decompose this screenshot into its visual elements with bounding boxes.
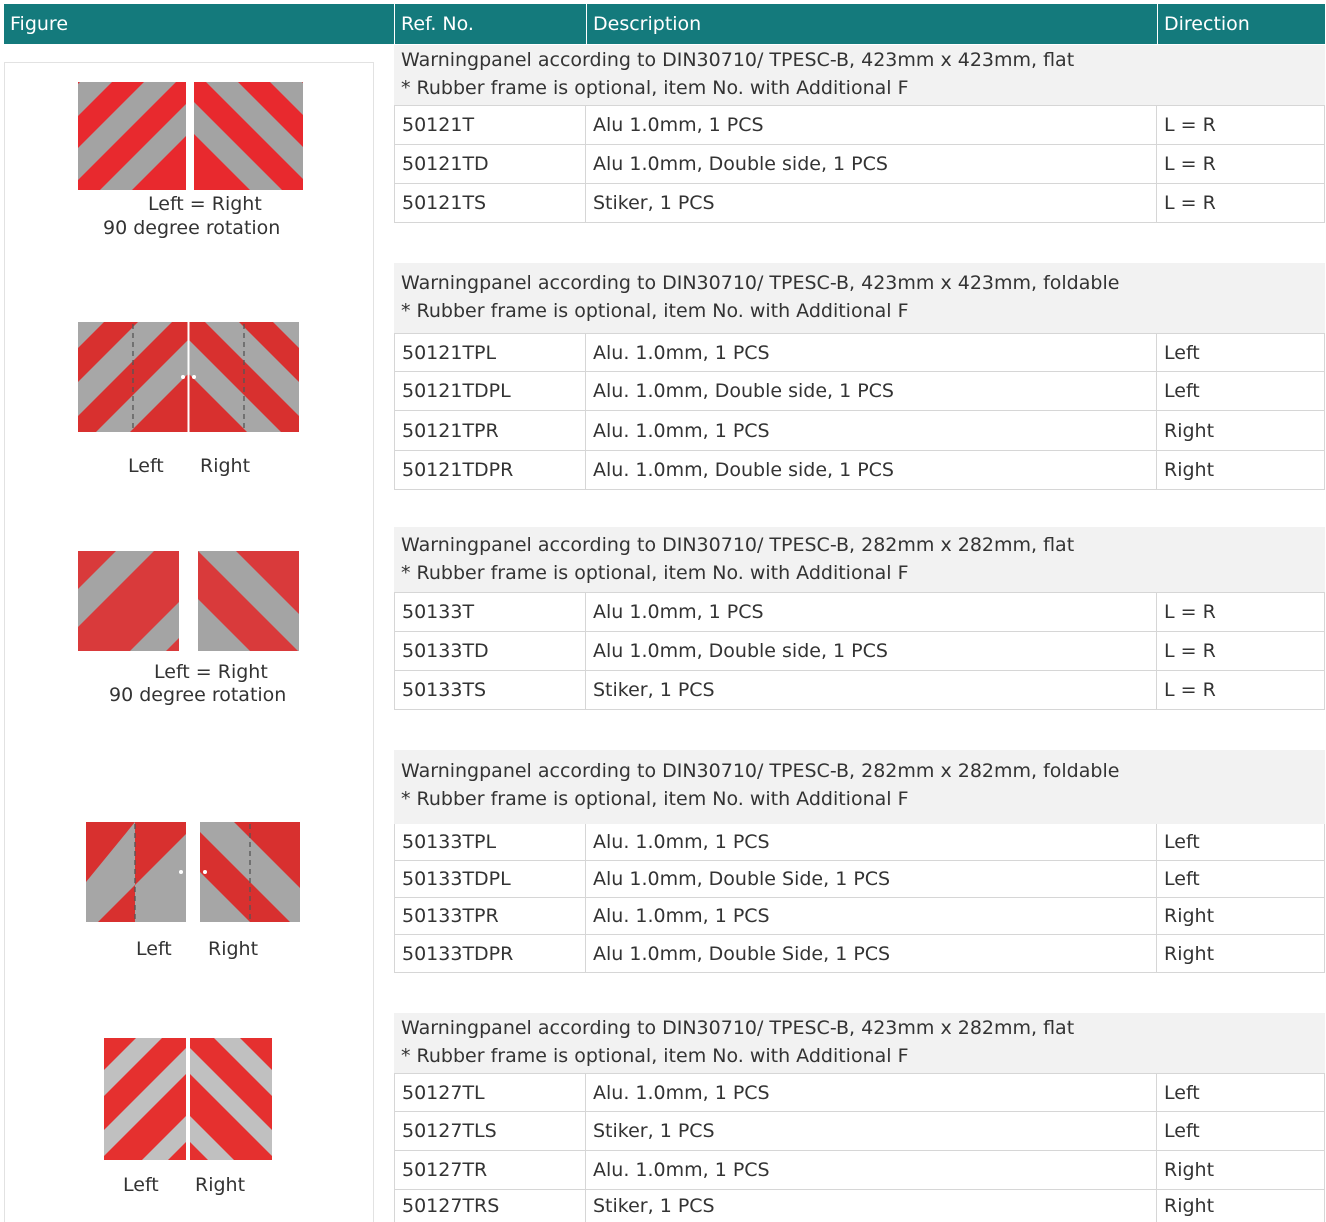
description-cell: Alu. 1.0mm, Double side, 1 PCS: [586, 372, 1157, 410]
product-section-2: [394, 263, 1325, 490]
description-cell: Alu 1.0mm, Double Side, 1 PCS: [586, 861, 1157, 897]
direction-cell: Left: [1157, 334, 1325, 371]
figure-4-caption-left: Left: [136, 938, 172, 960]
table-row: [394, 145, 1325, 184]
direction-cell: Right: [1157, 935, 1325, 972]
ref-no-cell: 50121TDPL: [394, 372, 586, 410]
section-title: Warningpanel according to DIN30710/ TPESC-B, 282mm x 282mm, flat: [401, 534, 1075, 556]
ref-no-cell: 50133TPL: [394, 824, 586, 860]
product-section-5: [394, 1013, 1325, 1222]
description-cell: Alu 1.0mm, Double side, 1 PCS: [586, 632, 1157, 670]
section-note: * Rubber frame is optional, item No. with Additional F: [401, 77, 909, 99]
description-cell: Alu. 1.0mm, Double side, 1 PCS: [586, 451, 1157, 489]
section-header: [394, 45, 1325, 105]
section-header: [394, 527, 1325, 592]
direction-cell: Left: [1157, 1112, 1325, 1150]
figure-5-caption-left: Left: [123, 1174, 159, 1196]
description-cell: Stiker, 1 PCS: [586, 1190, 1157, 1222]
table-row: [394, 372, 1325, 411]
table-row: [394, 671, 1325, 710]
description-cell: Alu. 1.0mm, 1 PCS: [586, 1074, 1157, 1111]
description-cell: Alu 1.0mm, 1 PCS: [586, 593, 1157, 631]
description-cell: Alu. 1.0mm, 1 PCS: [586, 411, 1157, 450]
direction-cell: L = R: [1157, 671, 1325, 709]
product-section-4: [394, 750, 1325, 973]
ref-no-cell: 50127TL: [394, 1074, 586, 1111]
warning-panel-figure-5: [102, 1036, 274, 1162]
ref-no-cell: 50121TPR: [394, 411, 586, 450]
table-row: [394, 935, 1325, 973]
ref-no-cell: 50127TLS: [394, 1112, 586, 1150]
description-cell: Alu 1.0mm, 1 PCS: [586, 106, 1157, 144]
product-section-3: [394, 527, 1325, 710]
figure-3-caption-line2: 90 degree rotation: [109, 684, 287, 706]
table-row: [394, 106, 1325, 145]
warning-panel-figure-1: [76, 80, 306, 192]
description-cell: Alu. 1.0mm, 1 PCS: [586, 334, 1157, 371]
warning-panel-figure-3: [76, 549, 302, 653]
ref-no-cell: 50121TS: [394, 184, 586, 222]
direction-cell: Right: [1157, 1190, 1325, 1222]
direction-cell: Left: [1157, 824, 1325, 860]
ref-no-cell: 50133TD: [394, 632, 586, 670]
description-cell: Alu. 1.0mm, 1 PCS: [586, 824, 1157, 860]
description-cell: Alu. 1.0mm, 1 PCS: [586, 898, 1157, 934]
table-row: [394, 1151, 1325, 1190]
table-row: [394, 898, 1325, 935]
table-row: [394, 1112, 1325, 1151]
ref-no-cell: 50133T: [394, 593, 586, 631]
direction-cell: Left: [1157, 372, 1325, 410]
direction-cell: Left: [1157, 861, 1325, 897]
table-row: [394, 451, 1325, 490]
figure-5-caption-right: Right: [195, 1174, 246, 1196]
table-header: [4, 4, 1325, 44]
table-row: [394, 184, 1325, 223]
section-note: * Rubber frame is optional, item No. with Additional F: [401, 788, 909, 810]
direction-cell: L = R: [1157, 593, 1325, 631]
figure-1-caption-line1: Left = Right: [148, 193, 262, 215]
section-title: Warningpanel according to DIN30710/ TPESC-B, 423mm x 282mm, flat: [401, 1017, 1075, 1039]
header-description: Description: [593, 13, 702, 35]
direction-cell: Right: [1157, 411, 1325, 450]
ref-no-cell: 50133TDPL: [394, 861, 586, 897]
ref-no-cell: 50127TRS: [394, 1190, 586, 1222]
figure-4-caption-right: Right: [208, 938, 259, 960]
ref-no-cell: 50121TPL: [394, 334, 586, 371]
description-cell: Stiker, 1 PCS: [586, 1112, 1157, 1150]
header-direction: Direction: [1164, 13, 1250, 35]
table-row: [394, 411, 1325, 451]
direction-cell: Right: [1157, 451, 1325, 489]
direction-cell: Right: [1157, 898, 1325, 934]
section-header: [394, 263, 1325, 333]
figure-2-caption-left: Left: [128, 455, 164, 477]
direction-cell: L = R: [1157, 106, 1325, 144]
direction-cell: Right: [1157, 1151, 1325, 1189]
direction-cell: Left: [1157, 1074, 1325, 1111]
table-row: [394, 334, 1325, 372]
description-cell: Alu 1.0mm, Double Side, 1 PCS: [586, 935, 1157, 972]
warning-panel-figure-2: [78, 320, 302, 434]
ref-no-cell: 50121TD: [394, 145, 586, 183]
ref-no-cell: 50121TDPR: [394, 451, 586, 489]
description-cell: Stiker, 1 PCS: [586, 671, 1157, 709]
header-figure: Figure: [10, 13, 69, 35]
table-row: [394, 632, 1325, 671]
direction-cell: L = R: [1157, 632, 1325, 670]
figure-2-caption-right: Right: [200, 455, 251, 477]
section-title: Warningpanel according to DIN30710/ TPESC-B, 423mm x 423mm, flat: [401, 49, 1075, 71]
description-cell: Alu 1.0mm, Double side, 1 PCS: [586, 145, 1157, 183]
table-row: [394, 824, 1325, 861]
section-title: Warningpanel according to DIN30710/ TPESC-B, 282mm x 282mm, foldable: [401, 760, 1120, 782]
description-cell: Alu. 1.0mm, 1 PCS: [586, 1151, 1157, 1189]
warning-panel-figure-4: [84, 820, 302, 926]
ref-no-cell: 50133TS: [394, 671, 586, 709]
section-note: * Rubber frame is optional, item No. with Additional F: [401, 1045, 909, 1067]
section-header: [394, 750, 1325, 824]
section-note: * Rubber frame is optional, item No. with Additional F: [401, 562, 909, 584]
section-title: Warningpanel according to DIN30710/ TPESC-B, 423mm x 423mm, foldable: [401, 272, 1120, 294]
header-ref-no: Ref. No.: [401, 13, 474, 35]
ref-no-cell: 50133TDPR: [394, 935, 586, 972]
ref-no-cell: 50133TPR: [394, 898, 586, 934]
section-note: * Rubber frame is optional, item No. with Additional F: [401, 300, 909, 322]
ref-no-cell: 50127TR: [394, 1151, 586, 1189]
description-cell: Stiker, 1 PCS: [586, 184, 1157, 222]
table-row: [394, 1074, 1325, 1112]
figure-1-caption-line2: 90 degree rotation: [103, 217, 281, 239]
table-row: [394, 593, 1325, 632]
product-section-1: [394, 45, 1325, 223]
direction-cell: L = R: [1157, 184, 1325, 222]
direction-cell: L = R: [1157, 145, 1325, 183]
table-row: [394, 861, 1325, 898]
table-row: [394, 1190, 1325, 1222]
figure-3-caption-line1: Left = Right: [154, 661, 268, 683]
ref-no-cell: 50121T: [394, 106, 586, 144]
section-header: [394, 1013, 1325, 1073]
